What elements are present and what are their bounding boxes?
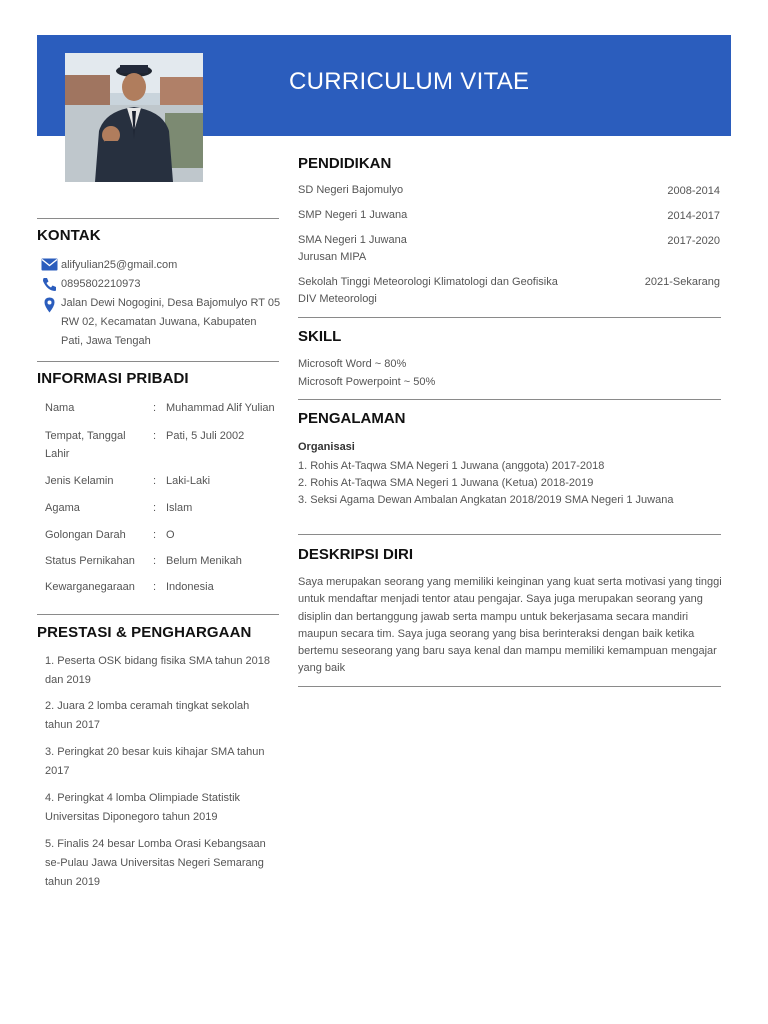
info-colon: : bbox=[153, 475, 157, 487]
info-label-ttl: Tempat, Tanggal Lahir bbox=[45, 430, 126, 460]
skill-heading: SKILL bbox=[298, 328, 342, 345]
address-text: Jalan Dewi Nogogini, Desa Bajomulyo RT 05 RW 02, Kecamatan Juwana, Kabupaten Pati, Jawa Tengah bbox=[61, 297, 281, 347]
experience-item: 3. Seksi Agama Dewan Ambalan Angkatan 2018/2019 SMA Negeri 1 Juwana bbox=[298, 494, 674, 506]
info-label-gender: Jenis Kelamin bbox=[45, 475, 114, 487]
divider bbox=[298, 399, 721, 400]
info-value-blood: O bbox=[166, 529, 175, 541]
award-item: 3. Peringkat 20 besar kuis kihajar SMA tahun 2017 bbox=[45, 746, 265, 777]
info-colon: : bbox=[153, 502, 157, 514]
education-years: 2017-2020 bbox=[667, 235, 720, 247]
education-school: SD Negeri Bajomulyo bbox=[298, 184, 404, 196]
contact-heading: KONTAK bbox=[37, 227, 101, 244]
experience-subtitle: Organisasi bbox=[298, 441, 355, 453]
award-item: 5. Finalis 24 besar Lomba Orasi Kebangsaan se-Pulau Jawa Universitas Negeri Semarang tahun 2019 bbox=[45, 838, 266, 888]
award-item: 2. Juara 2 lomba ceramah tingkat sekolah tahun 2017 bbox=[45, 700, 250, 731]
description-text: Saya merupakan seorang yang memiliki keinginan yang kuat serta motivasi yang tinggi untuk mendaftar menjadi tentor atau pengajar. Saya juga merupakan seorang yang disiplin dan bertanggung jawab serta mampu untuk bekerjasama secara mandiri maupun secara tim. Saya juga seorang yang bisa berinteraksi dengan baik ketika bertemu seseorang yang baru saya kenal dan mampu memiliki kemampuan mengajar yang baik bbox=[298, 576, 722, 675]
education-years: 2014-2017 bbox=[667, 210, 720, 222]
info-colon: : bbox=[153, 402, 157, 414]
experience-item: 1. Rohis At-Taqwa SMA Negeri 1 Juwana (anggota) 2017-2018 bbox=[298, 460, 605, 472]
profile-photo bbox=[65, 53, 203, 182]
description-heading: DESKRIPSI DIRI bbox=[298, 546, 414, 563]
info-label-marital: Status Pernikahan bbox=[45, 555, 135, 567]
phone-icon bbox=[41, 277, 58, 291]
education-school: SMP Negeri 1 Juwana bbox=[298, 209, 408, 221]
skill-item: Microsoft Word ~ 80% bbox=[298, 358, 407, 370]
divider bbox=[298, 534, 721, 535]
email-text: alifyulian25@gmail.com bbox=[61, 259, 178, 271]
divider bbox=[37, 361, 279, 362]
divider bbox=[298, 686, 721, 687]
personal-info-heading: INFORMASI PRIBADI bbox=[37, 370, 189, 387]
info-value-religion: Islam bbox=[166, 502, 193, 514]
document-title: CURRICULUM VITAE bbox=[289, 68, 530, 95]
experience-heading: PENGALAMAN bbox=[298, 410, 406, 427]
info-label-religion: Agama bbox=[45, 502, 80, 514]
info-colon: : bbox=[153, 430, 157, 442]
email-icon bbox=[41, 258, 58, 272]
info-colon: : bbox=[153, 529, 157, 541]
skill-item: Microsoft Powerpoint ~ 50% bbox=[298, 376, 436, 388]
info-label-blood: Golongan Darah bbox=[45, 529, 126, 541]
info-value-nationality: Indonesia bbox=[166, 581, 214, 593]
education-heading: PENDIDIKAN bbox=[298, 155, 392, 172]
phone-text: 0895802210973 bbox=[61, 278, 141, 290]
divider bbox=[298, 317, 721, 318]
education-years: 2021-Sekarang bbox=[644, 276, 720, 288]
location-pin-icon bbox=[41, 297, 58, 311]
award-item: 4. Peringkat 4 lomba Olimpiade Statistik Universitas Diponegoro tahun 2019 bbox=[45, 792, 241, 823]
info-value-gender: Laki-Laki bbox=[166, 475, 211, 487]
info-colon: : bbox=[153, 555, 157, 567]
awards-heading: PRESTASI & PENGHARGAAN bbox=[37, 624, 252, 641]
info-value-marital: Belum Menikah bbox=[166, 555, 242, 567]
experience-item: 2. Rohis At-Taqwa SMA Negeri 1 Juwana (Ketua) 2018-2019 bbox=[298, 477, 594, 489]
info-label-nama: Nama bbox=[45, 402, 75, 414]
info-value-ttl: Pati, 5 Juli 2002 bbox=[166, 430, 245, 442]
education-school: Sekolah Tinggi Meteorologi Klimatologi dan Geofisika DIV Meteorologi bbox=[298, 276, 558, 305]
divider bbox=[37, 218, 279, 219]
education-years: 2008-2014 bbox=[667, 185, 720, 197]
award-item: 1. Peserta OSK bidang fisika SMA tahun 2018 dan 2019 bbox=[45, 655, 271, 686]
info-label-nationality: Kewarganegaraan bbox=[45, 581, 135, 593]
info-colon: : bbox=[153, 581, 157, 593]
divider bbox=[37, 614, 279, 615]
info-value-nama: Muhammad Alif Yulian bbox=[166, 402, 275, 414]
education-school: SMA Negeri 1 Juwana Jurusan MIPA bbox=[298, 234, 407, 263]
